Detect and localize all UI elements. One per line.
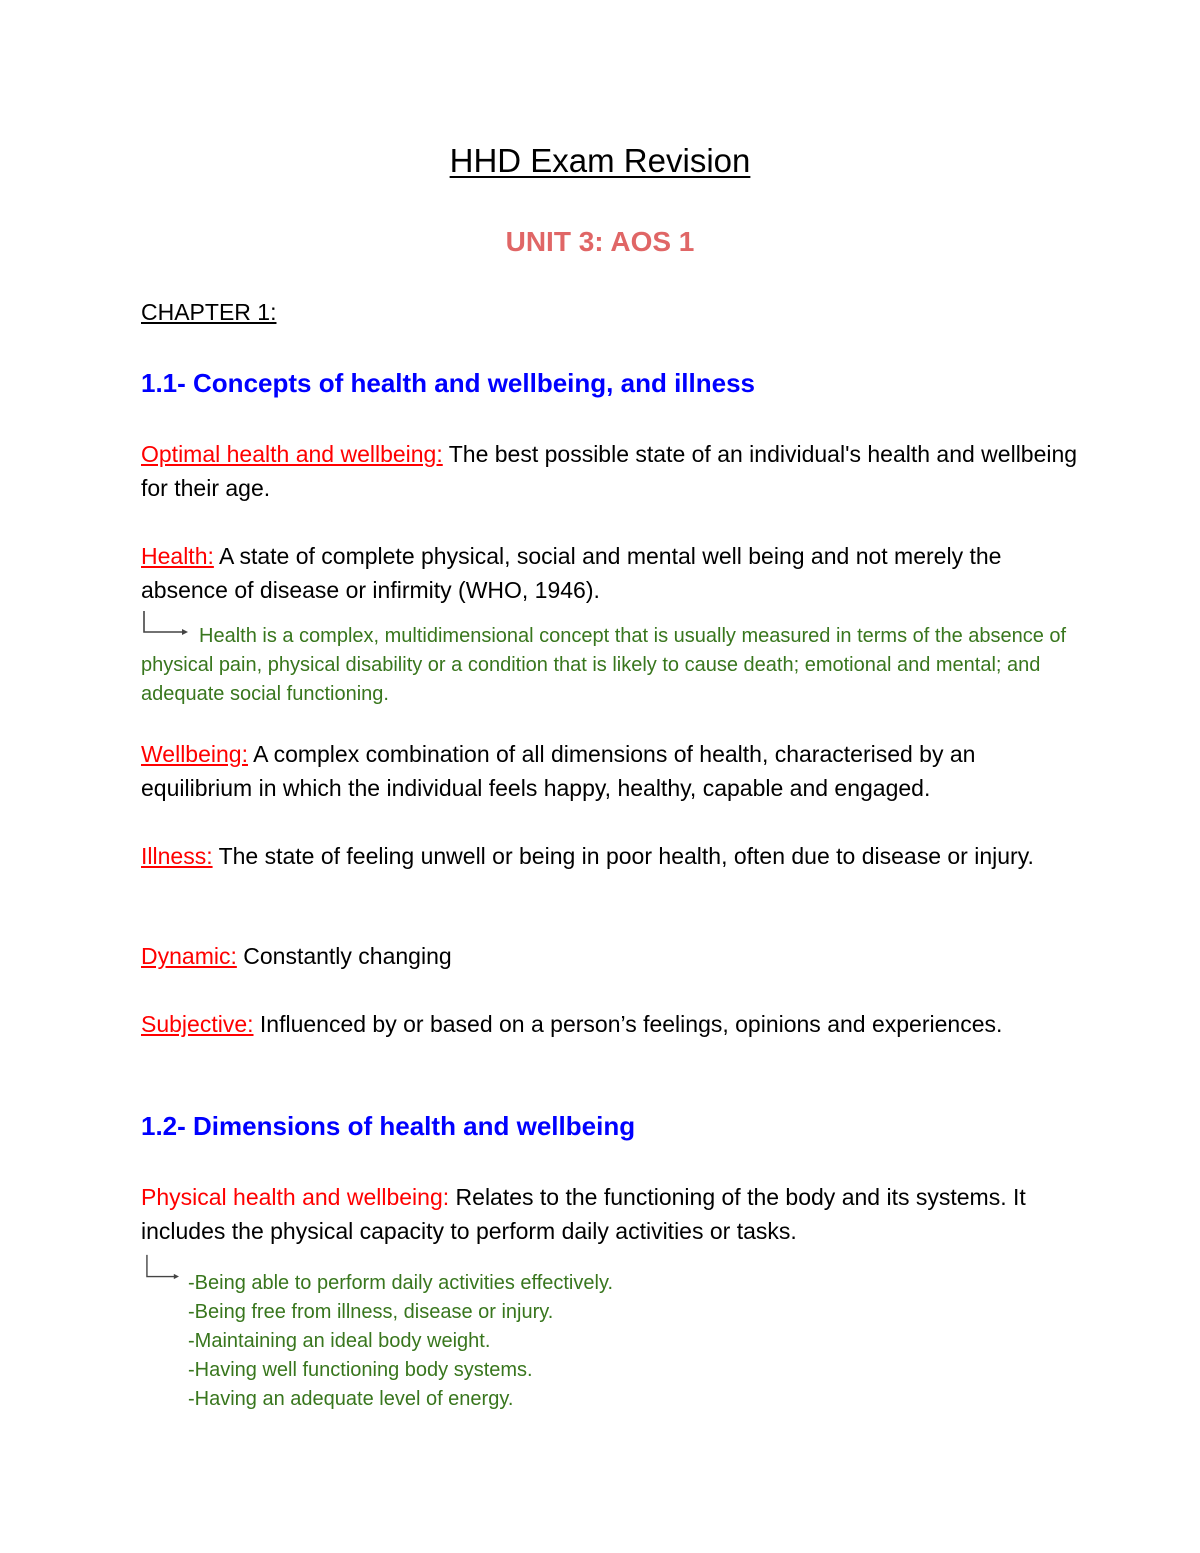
definition-optimal-health	[141, 437, 1081, 505]
definition-term: Illness:	[141, 843, 213, 869]
chapter-heading: CHAPTER 1:	[141, 299, 277, 325]
health-note	[141, 622, 1071, 709]
unit-heading: UNIT 3: AOS 1	[505, 226, 695, 257]
definition-health	[141, 539, 1081, 607]
definition-text: Influenced by or based on a person’s feelings, opinions and experiences.	[253, 1011, 1003, 1037]
list-item: -Having an adequate level of energy.	[188, 1388, 514, 1410]
section-heading-1-2: 1.2- Dimensions of health and wellbeing	[141, 1111, 636, 1141]
section-heading-1-1: 1.1- Concepts of health and wellbeing, and illness	[141, 368, 755, 398]
definition-term: Physical health and wellbeing:	[141, 1184, 450, 1210]
list-item: -Being free from illness, disease or injury.	[188, 1301, 554, 1323]
definition-dynamic	[141, 939, 1081, 973]
physical-health-bullets	[188, 1269, 1068, 1414]
definition-text: Constantly changing	[236, 943, 452, 969]
elbow-arrow-icon	[141, 1254, 191, 1280]
definition-text: A state of complete physical, social and mental well being and not merely the absence of disease or infirmity (WHO, 1946).	[141, 543, 1002, 603]
definition-text: The best possible state of an individual's health and wellbeing for their age.	[141, 441, 1078, 501]
definition-term: Wellbeing:	[141, 741, 248, 767]
definition-physical-health	[141, 1180, 1081, 1248]
definition-subjective	[141, 1007, 1081, 1041]
definition-text: The state of feeling unwell or being in poor health, often due to disease or injury.	[212, 843, 1034, 869]
note-text: Health is a complex, multidimensional concept that is usually measured in terms of the absence of physical pain, physical disability or a condition that is likely to cause death; emotional and mental; and adequate social functioning.	[141, 625, 1067, 705]
definition-term: Health:	[141, 543, 214, 569]
document-title: HHD Exam Revision	[449, 142, 751, 179]
definition-illness	[141, 839, 1081, 873]
definition-text: A complex combination of all dimensions of health, characterised by an equilibrium in which the individual feels happy, healthy, capable and engaged.	[141, 741, 976, 801]
definition-wellbeing	[141, 737, 1081, 805]
definition-term: Subjective:	[141, 1011, 254, 1037]
list-item: -Having well functioning body systems.	[188, 1359, 533, 1381]
list-item: -Maintaining an ideal body weight.	[188, 1330, 491, 1352]
definition-term: Dynamic:	[141, 943, 237, 969]
definition-term: Optimal health and wellbeing:	[141, 441, 443, 467]
definition-text: Relates to the functioning of the body and its systems. It includes the physical capacity to perform daily activities or tasks.	[141, 1184, 1026, 1244]
list-item: -Being able to perform daily activities effectively.	[188, 1272, 614, 1294]
